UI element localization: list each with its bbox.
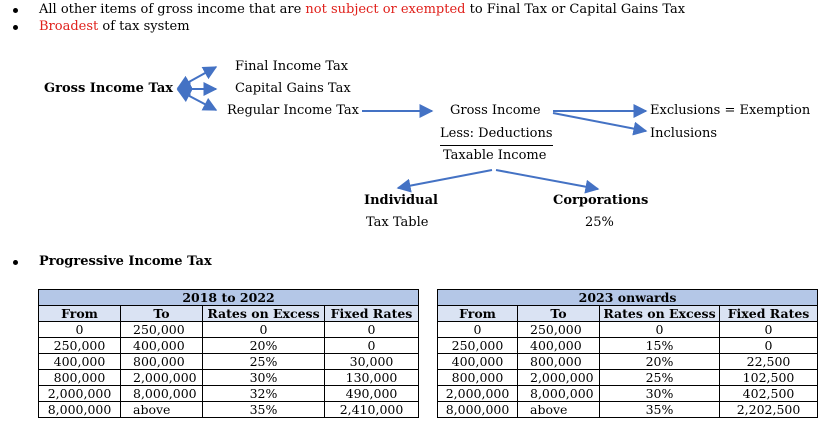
table-cell: 30,000 xyxy=(325,354,419,370)
table-cell: 800,000 xyxy=(39,370,121,386)
corporations-label: Corporations xyxy=(553,193,649,208)
table-cell: above xyxy=(518,402,600,418)
arrow-to-regular-income-tax xyxy=(178,90,216,110)
gross-income-label: Gross Income xyxy=(450,103,541,118)
individual-label: Individual xyxy=(364,193,438,208)
table-row xyxy=(438,370,818,386)
arrow-to-inclusions xyxy=(553,113,646,131)
bullet-dot xyxy=(13,260,18,265)
tax-table-2023-onwards xyxy=(437,289,818,418)
table-cell: 8,000,000 xyxy=(39,402,121,418)
table-cell: 0 xyxy=(325,338,419,354)
table-row xyxy=(438,354,818,370)
table-cell: 2,000,000 xyxy=(121,370,203,386)
tax-table-2018-2022 xyxy=(38,289,419,418)
column-header: Rates on Excess xyxy=(203,306,325,322)
exclusions-label: Exclusions = Exemption xyxy=(650,103,811,118)
inclusions-label: Inclusions xyxy=(650,126,718,141)
table-cell: 102,500 xyxy=(720,370,818,386)
table-cell: 35% xyxy=(203,402,325,418)
table-cell: 8,000,000 xyxy=(518,386,600,402)
table-cell: 8,000,000 xyxy=(121,386,203,402)
table-cell: 0 xyxy=(600,322,720,338)
table-cell: 2,000,000 xyxy=(39,386,121,402)
table-cell: 130,000 xyxy=(325,370,419,386)
regular-income-tax-label: Regular Income Tax xyxy=(227,103,359,118)
table-cell: 800,000 xyxy=(121,354,203,370)
table-cell: 2,410,000 xyxy=(325,402,419,418)
table-row xyxy=(438,402,818,418)
less-deductions-label: Less: Deductions xyxy=(440,126,553,146)
table-cell: 250,000 xyxy=(518,322,600,338)
table-title: 2018 to 2022 xyxy=(39,290,419,306)
table-cell: 0 xyxy=(325,322,419,338)
table-cell: 20% xyxy=(203,338,325,354)
gross-income-tax-label: Gross Income Tax xyxy=(44,81,174,96)
highlight-text: not subject or exempted xyxy=(305,2,466,17)
table-cell: 402,500 xyxy=(720,386,818,402)
arrow-to-corporations xyxy=(496,170,598,189)
table-cell: 35% xyxy=(600,402,720,418)
bullet-line-1: All other items of gross income that are not subject or exempted to Final Tax or Capital Gains Tax xyxy=(39,2,686,17)
table-cell: 400,000 xyxy=(39,354,121,370)
table-cell: 32% xyxy=(203,386,325,402)
table-row xyxy=(438,386,818,402)
table-cell: 30% xyxy=(203,370,325,386)
table-cell: 15% xyxy=(600,338,720,354)
corp-rate-label: 25% xyxy=(585,215,614,230)
column-header: Fixed Rates xyxy=(325,306,419,322)
table-cell: 2,000,000 xyxy=(518,370,600,386)
table-row xyxy=(39,370,419,386)
section-title: Progressive Income Tax xyxy=(39,254,212,269)
highlight-text: Broadest xyxy=(39,19,99,34)
table-row xyxy=(438,338,818,354)
table-row xyxy=(39,402,419,418)
table-cell: 8,000,000 xyxy=(438,402,518,418)
table-cell: 800,000 xyxy=(438,370,518,386)
column-header: From xyxy=(39,306,121,322)
column-header: To xyxy=(518,306,600,322)
table-cell: 25% xyxy=(203,354,325,370)
table-row xyxy=(39,338,419,354)
bullet-line-2: Broadest of tax system xyxy=(39,19,190,34)
capital-gains-tax-label: Capital Gains Tax xyxy=(235,81,351,96)
table-cell: 2,000,000 xyxy=(438,386,518,402)
table-row xyxy=(39,354,419,370)
table-cell: 490,000 xyxy=(325,386,419,402)
table-cell: 250,000 xyxy=(39,338,121,354)
table-cell: 2,202,500 xyxy=(720,402,818,418)
table-cell: 20% xyxy=(600,354,720,370)
table-row xyxy=(39,386,419,402)
table-cell: 250,000 xyxy=(438,338,518,354)
table-cell: 400,000 xyxy=(518,338,600,354)
table-cell: 0 xyxy=(720,322,818,338)
table-cell: above xyxy=(121,402,203,418)
table-title: 2023 onwards xyxy=(438,290,818,306)
column-header: To xyxy=(121,306,203,322)
table-cell: 22,500 xyxy=(720,354,818,370)
table-cell: 250,000 xyxy=(121,322,203,338)
table-row xyxy=(438,322,818,338)
table-cell: 25% xyxy=(600,370,720,386)
taxable-income-label: Taxable Income xyxy=(443,148,547,163)
table-cell: 0 xyxy=(39,322,121,338)
table-cell: 0 xyxy=(438,322,518,338)
column-header: From xyxy=(438,306,518,322)
column-header: Rates on Excess xyxy=(600,306,720,322)
final-income-tax-label: Final Income Tax xyxy=(235,59,349,74)
table-cell: 30% xyxy=(600,386,720,402)
tax-table-label: Tax Table xyxy=(366,215,429,230)
table-cell: 0 xyxy=(203,322,325,338)
table-cell: 400,000 xyxy=(121,338,203,354)
table-cell: 400,000 xyxy=(438,354,518,370)
column-header: Fixed Rates xyxy=(720,306,818,322)
arrow-to-individual xyxy=(398,170,492,188)
table-row xyxy=(39,322,419,338)
table-cell: 800,000 xyxy=(518,354,600,370)
table-cell: 0 xyxy=(720,338,818,354)
arrow-to-final-income-tax xyxy=(178,67,216,88)
